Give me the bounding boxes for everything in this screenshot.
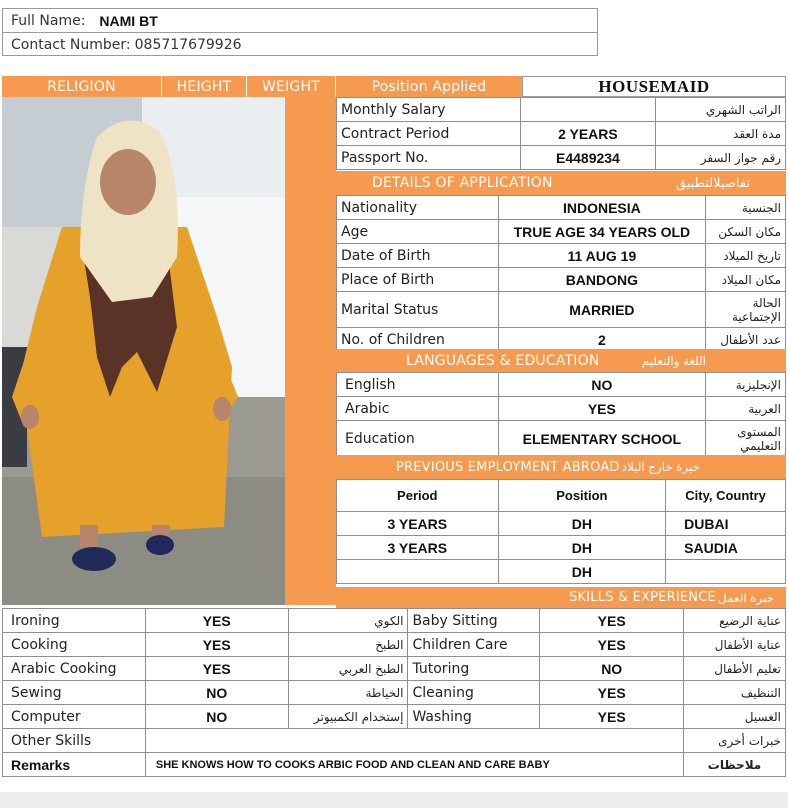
skill-value: YES	[145, 657, 288, 681]
table-row	[3, 657, 786, 681]
remarks-value: SHE KNOWS HOW TO COOKS ARBIC FOOD AND CLEAN AND CARE BABY	[145, 753, 683, 777]
education-value: ELEMENTARY SCHOOL	[498, 421, 706, 457]
bottom-bar	[0, 792, 788, 808]
contact-row	[3, 33, 597, 56]
other-skills-label: Other Skills	[3, 729, 146, 753]
skill-value: NO	[540, 657, 684, 681]
remarks-label: Remarks	[3, 753, 146, 777]
nationality-arabic: الجنسية	[706, 196, 786, 220]
skill-value: YES	[145, 609, 288, 633]
contact-value: 085717679926	[134, 36, 242, 53]
table-row	[337, 292, 786, 328]
skill-label: Cleaning	[408, 681, 540, 705]
skill-value: YES	[540, 633, 684, 657]
table-row	[337, 220, 786, 244]
languages-header	[336, 349, 786, 372]
details-title: DETAILS OF APPLICATION	[372, 175, 553, 191]
skill-arabic: الغسيل	[684, 705, 786, 729]
dob-label: Date of Birth	[337, 244, 499, 268]
period-value	[337, 560, 499, 584]
skill-label: Sewing	[3, 681, 146, 705]
orange-side-column	[285, 97, 336, 605]
dob-value: 11 AUG 19	[498, 244, 705, 268]
employment-table	[336, 479, 786, 584]
contract-period-label: Contract Period	[337, 122, 521, 146]
skill-label: Washing	[408, 705, 540, 729]
employment-title: PREVIOUS EMPLOYMENT ABROAD	[396, 459, 620, 475]
position-value: DH	[498, 512, 666, 536]
table-row	[337, 196, 786, 220]
applicant-photo	[2, 97, 285, 605]
skill-arabic: التنظيف	[684, 681, 786, 705]
nationality-value: INDONESIA	[498, 196, 705, 220]
nationality-label: Nationality	[337, 196, 499, 220]
full-name-row	[3, 9, 597, 33]
table-row	[3, 729, 786, 753]
arabic-value: YES	[498, 397, 706, 421]
job-info-table	[336, 97, 786, 170]
skills-title: SKILLS & EXPERIENCE	[569, 590, 716, 605]
passport-value: E4489234	[520, 146, 656, 170]
marital-arabic: الحالة الإجتماعية	[706, 292, 786, 328]
skill-label: Computer	[3, 705, 146, 729]
english-value: NO	[498, 373, 706, 397]
period-header: Period	[337, 480, 499, 512]
skill-value: YES	[540, 705, 684, 729]
position-value: DH	[498, 560, 666, 584]
table-row	[3, 705, 786, 729]
skill-label: Tutoring	[408, 657, 540, 681]
period-value: 3 YEARS	[337, 512, 499, 536]
age-arabic: مكان السكن	[706, 220, 786, 244]
table-row	[337, 480, 786, 512]
pob-value: BANDONG	[498, 268, 705, 292]
monthly-salary-value	[520, 98, 656, 122]
pob-label: Place of Birth	[337, 268, 499, 292]
children-value: 2	[498, 328, 705, 352]
skill-arabic: تعليم الأطفال	[684, 657, 786, 681]
skill-arabic: الطبخ	[288, 633, 408, 657]
position-header: Position	[498, 480, 666, 512]
dob-arabic: تاريخ الميلاد	[706, 244, 786, 268]
english-label: English	[337, 373, 499, 397]
skill-arabic: عناية الرضيع	[684, 609, 786, 633]
skill-label: Children Care	[408, 633, 540, 657]
employment-title-arabic: خبرة خارج البلاد	[621, 460, 700, 474]
skill-arabic: عناية الأطفال	[684, 633, 786, 657]
skills-title-arabic: خبرة العمل	[717, 590, 774, 605]
education-label: Education	[337, 421, 499, 457]
age-value: TRUE AGE 34 YEARS OLD	[498, 220, 705, 244]
skills-header	[336, 587, 786, 608]
position-value: DH	[498, 536, 666, 560]
skill-value: NO	[145, 705, 288, 729]
children-label: No. of Children	[337, 328, 499, 352]
skill-arabic: الخياطة	[288, 681, 408, 705]
table-row	[337, 536, 786, 560]
other-skills-arabic: خبرات أخرى	[684, 729, 786, 753]
remarks-arabic: ملاحظات	[684, 753, 786, 777]
details-table	[336, 195, 786, 352]
religion-header: RELIGION	[2, 76, 162, 97]
monthly-salary-arabic: الراتب الشهري	[656, 98, 786, 122]
details-header	[336, 171, 786, 195]
skill-arabic: الطبخ العربي	[288, 657, 408, 681]
name-contact-box	[2, 8, 598, 56]
city-value: DUBAI	[666, 512, 786, 536]
table-row	[337, 122, 786, 146]
passport-label: Passport No.	[337, 146, 521, 170]
full-name-value: NAMI BT	[99, 12, 158, 29]
table-row	[337, 512, 786, 536]
skill-label: Arabic Cooking	[3, 657, 146, 681]
table-row	[337, 244, 786, 268]
details-title-arabic: تفاصيلالتطبيق	[675, 175, 750, 190]
position-value: HOUSEMAID	[522, 76, 786, 97]
contract-period-arabic: مدة العقد	[656, 122, 786, 146]
arabic-label: Arabic	[337, 397, 499, 421]
skill-label: Cooking	[3, 633, 146, 657]
table-row	[3, 609, 786, 633]
marital-label: Marital Status	[337, 292, 499, 328]
skill-value: YES	[540, 609, 684, 633]
table-row	[337, 560, 786, 584]
monthly-salary-label: Monthly Salary	[337, 98, 521, 122]
table-row	[3, 633, 786, 657]
passport-arabic: رقم جواز السفر	[656, 146, 786, 170]
children-arabic: عدد الأطفال	[706, 328, 786, 352]
table-row	[337, 146, 786, 170]
education-arabic: المستوى التعليمي	[706, 421, 786, 457]
contract-period-value: 2 YEARS	[520, 122, 656, 146]
period-value: 3 YEARS	[337, 536, 499, 560]
languages-title-arabic: اللغة والتعليم	[641, 353, 706, 368]
weight-header: WEIGHT	[247, 76, 336, 97]
english-arabic: الإنجليزية	[706, 373, 786, 397]
city-value: SAUDIA	[666, 536, 786, 560]
full-name-label: Full Name:	[11, 12, 86, 29]
marital-value: MARRIED	[498, 292, 705, 328]
table-row	[337, 421, 786, 457]
table-row	[337, 98, 786, 122]
pob-arabic: مكان الميلاد	[706, 268, 786, 292]
photo-illustration	[2, 97, 285, 605]
arabic-arabic: العربية	[706, 397, 786, 421]
skill-value: NO	[145, 681, 288, 705]
languages-table	[336, 372, 786, 457]
age-label: Age	[337, 220, 499, 244]
city-header: City, Country	[666, 480, 786, 512]
skill-value: YES	[145, 633, 288, 657]
city-value	[666, 560, 786, 584]
table-row	[337, 328, 786, 352]
table-row	[3, 681, 786, 705]
skill-label: Ironing	[3, 609, 146, 633]
position-applied-header: Position Applied	[336, 76, 522, 97]
other-skills-value	[145, 729, 683, 753]
table-row	[3, 753, 786, 777]
table-row	[337, 373, 786, 397]
height-header: HEIGHT	[162, 76, 247, 97]
contact-label: Contact Number:	[11, 36, 131, 53]
skills-table	[2, 608, 786, 777]
skill-value: YES	[540, 681, 684, 705]
table-row	[337, 268, 786, 292]
skill-label: Baby Sitting	[408, 609, 540, 633]
languages-title: LANGUAGES & EDUCATION	[406, 352, 600, 369]
skill-arabic: الكوي	[288, 609, 408, 633]
table-row	[337, 397, 786, 421]
skill-arabic: إستخدام الكمبيوتر	[288, 705, 408, 729]
employment-header	[336, 455, 786, 479]
